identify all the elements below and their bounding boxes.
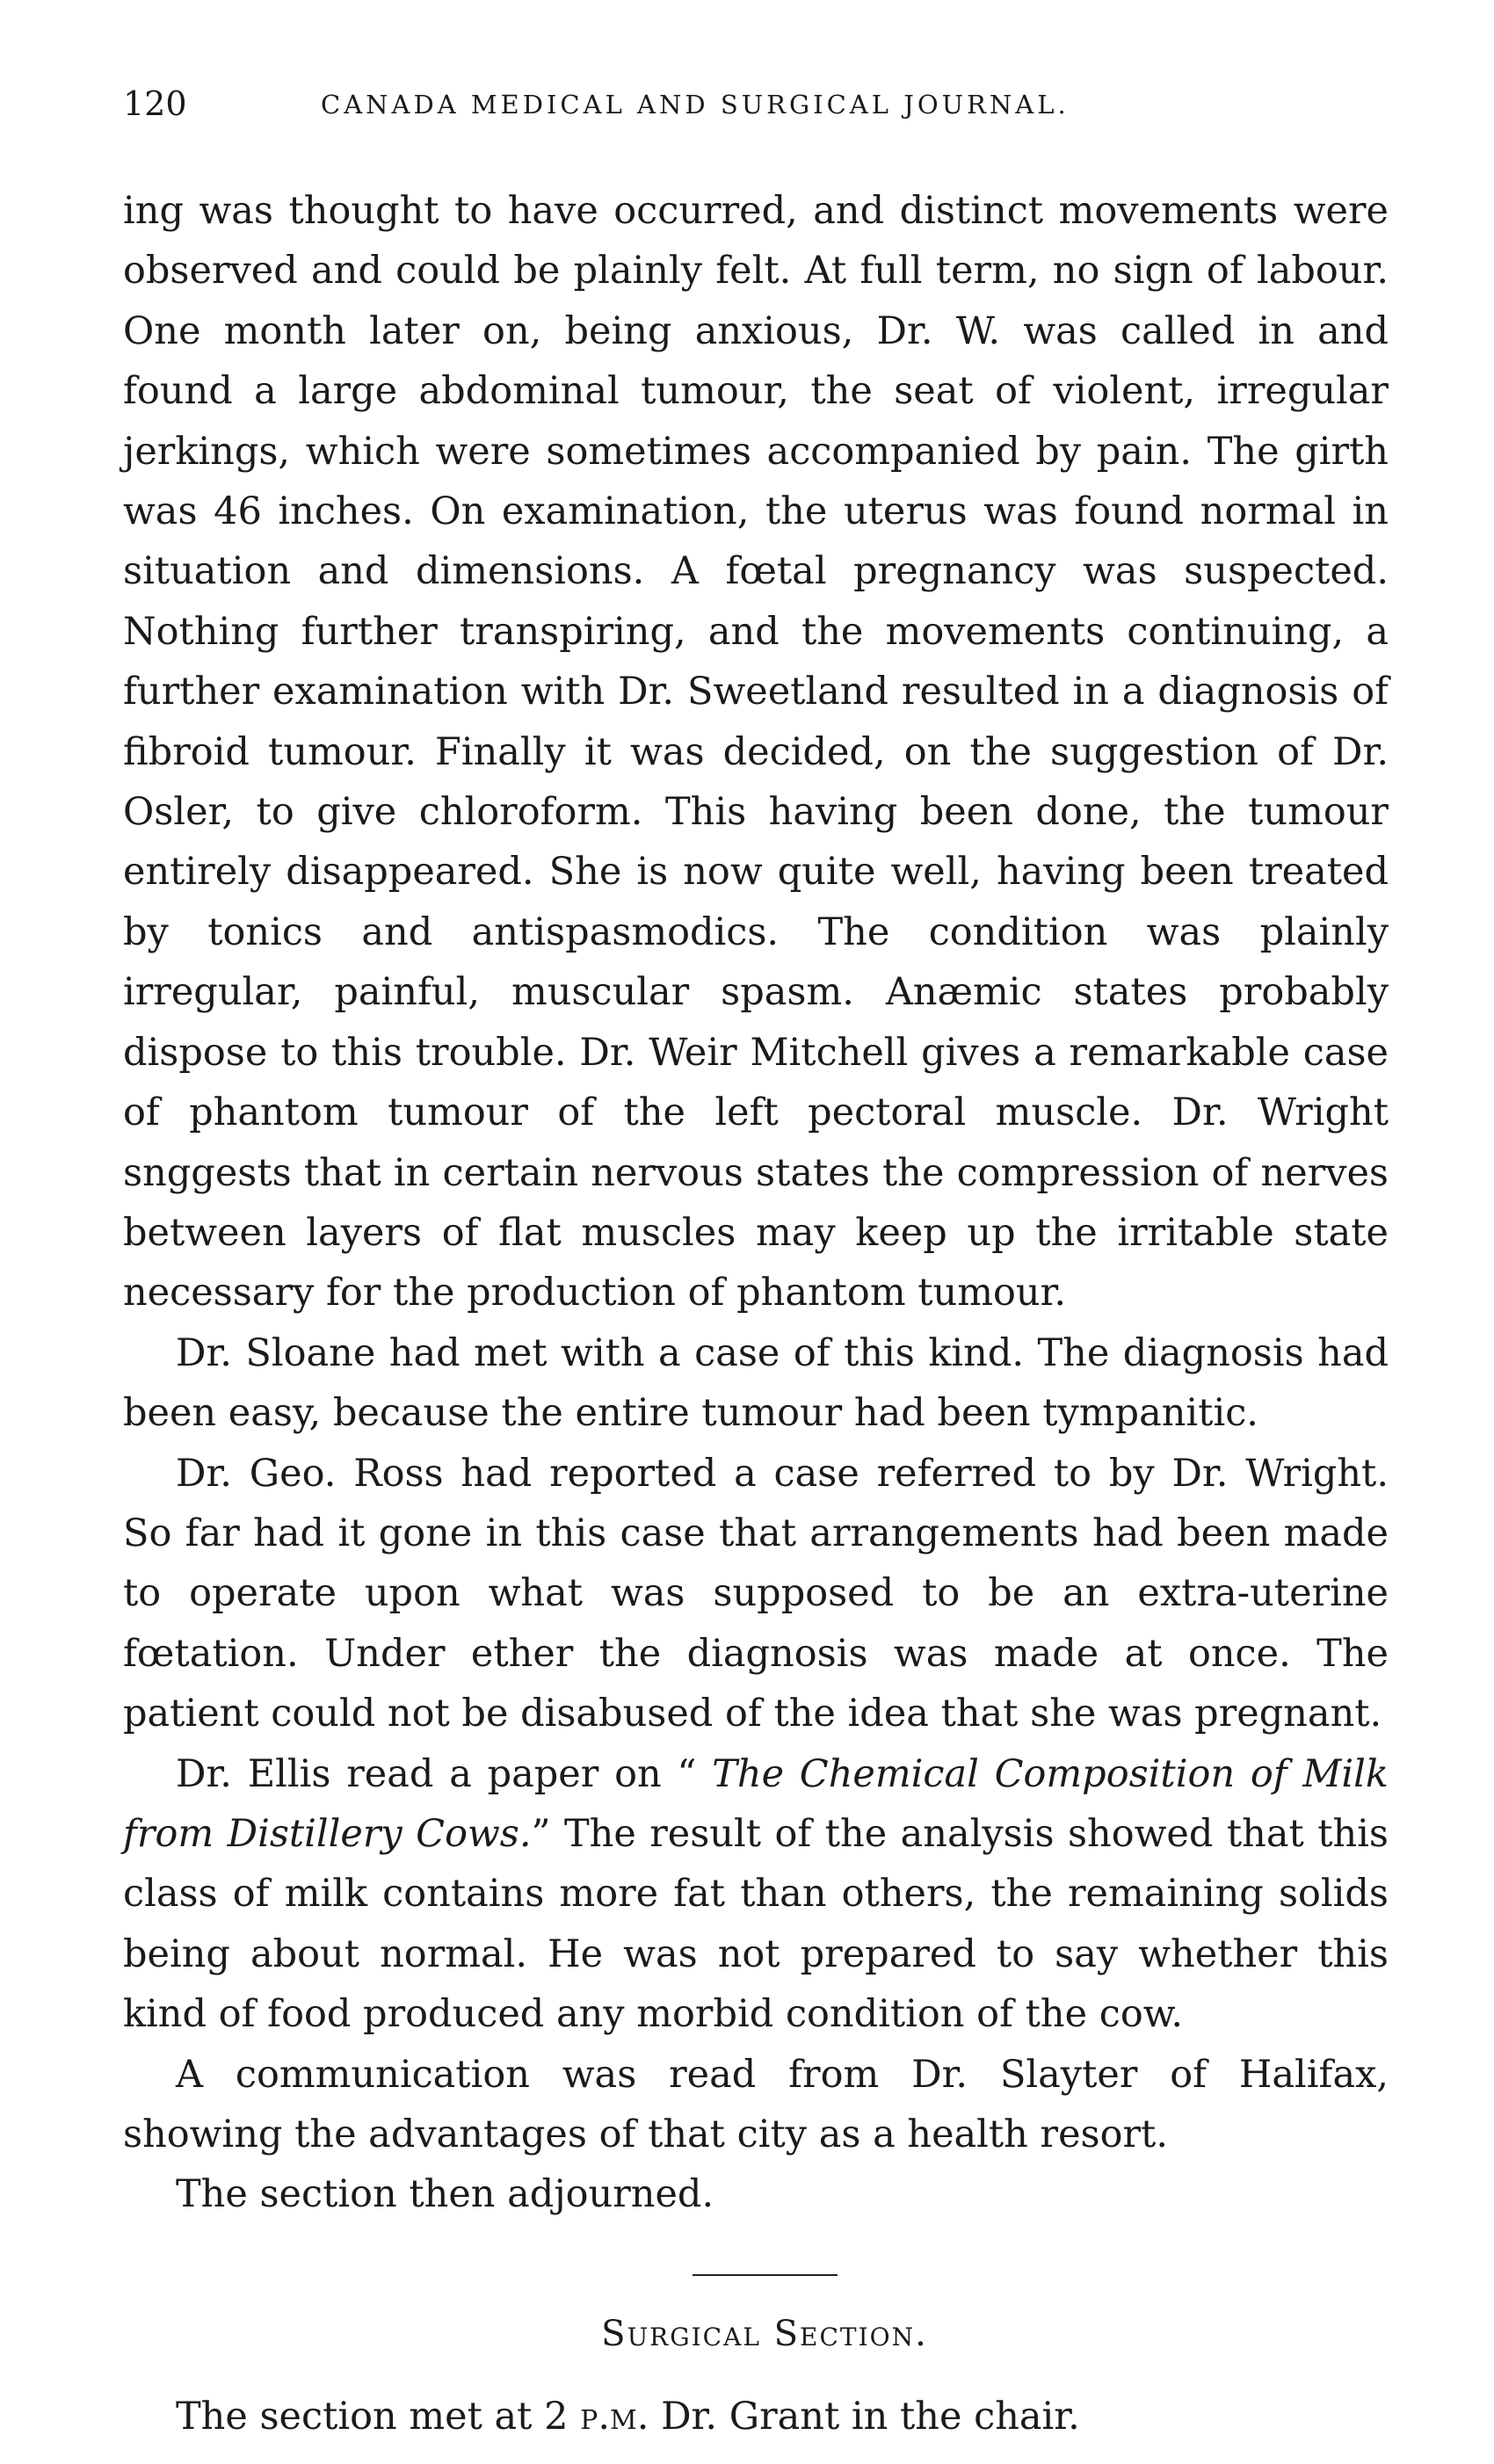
paragraph-adjourned: The section then adjourned. bbox=[176, 2172, 714, 2217]
section-divider bbox=[693, 2274, 838, 2276]
paragraph-ellis-intro: Dr. Ellis read a paper on “ bbox=[176, 1751, 713, 1796]
section-opening-line bbox=[176, 2387, 1389, 2446]
paragraph-ross: Dr. Geo. Ross had reported a case referred to by Dr. Wright. So far had it gone in this case that arrangements had been made to operate upon what was supposed to be an extra-uterine fœtation. Under ether the diagnosis was made at once. The patient could not be disabused of the idea that she was pregnant. bbox=[123, 1451, 1389, 1736]
journal-title: CANADA MEDICAL AND SURGICAL JOURNAL. bbox=[321, 90, 1070, 120]
paragraph-ellis-rest: ” The result of the analysis showed that this class of milk contains more fat than others, the remaining solids being about normal. He was not prepared to say whether this kind of food produced any morbid condition of the cow. bbox=[123, 1811, 1389, 2037]
opening-time: p.m. bbox=[580, 2394, 649, 2439]
opening-text: The section met at 2 bbox=[176, 2394, 581, 2439]
section-heading: Surgical Section. bbox=[601, 2313, 928, 2354]
journal-page bbox=[123, 84, 1389, 2446]
running-head bbox=[123, 84, 1389, 137]
paragraph-sloane: Dr. Sloane had met with a case of this kind. The diagnosis had been easy, because the entire tumour had been tympanitic. bbox=[123, 1330, 1389, 1436]
paper-title: The Chemical Composition of Milk from Distillery Cows. bbox=[123, 1751, 1389, 1856]
opening-chair: Dr. Grant in the chair. bbox=[649, 2394, 1080, 2439]
article-body bbox=[123, 181, 1389, 2225]
page-number: 120 bbox=[123, 84, 187, 123]
paragraph-continued: ing was thought to have occurred, and distinct movements were observed and could be plainly felt. At full term, no sign of labour. One month later on, being anxious, Dr. W. was called in and found a large abdominal tumour, the seat of violent, irregular jerkings, which were sometimes accompanied by pain. The girth was 46 inches. On examination, the uterus was found normal in situation and dimensions. A fœtal pregnancy was suspected. Nothing further transpiring, and the movements continuing, a further examination with Dr. Sweetland resulted in a diagnosis of fibroid tumour. Finally it was decided, on the suggestion of Dr. Osler, to give chloroform. This having been done, the tumour entirely disappeared. She is now quite well, having been treated by tonics and antispasmodics. The condition was plainly irregular, painful, muscular spasm. Anæmic states probably dispose to this trouble. Dr. Weir Mitchell gives a remarkable case of phantom tumour of the left pectoral muscle. Dr. Wright snggests that in certain nervous states the compression of nerves between layers of flat muscles may keep up the irritable state necessary for the production of phantom tumour. bbox=[123, 189, 1389, 1315]
paragraph-slayter: A communication was read from Dr. Slayter of Halifax, showing the advantages of that city as a health resort. bbox=[123, 2052, 1389, 2156]
paragraph-ellis bbox=[123, 1744, 1389, 2045]
